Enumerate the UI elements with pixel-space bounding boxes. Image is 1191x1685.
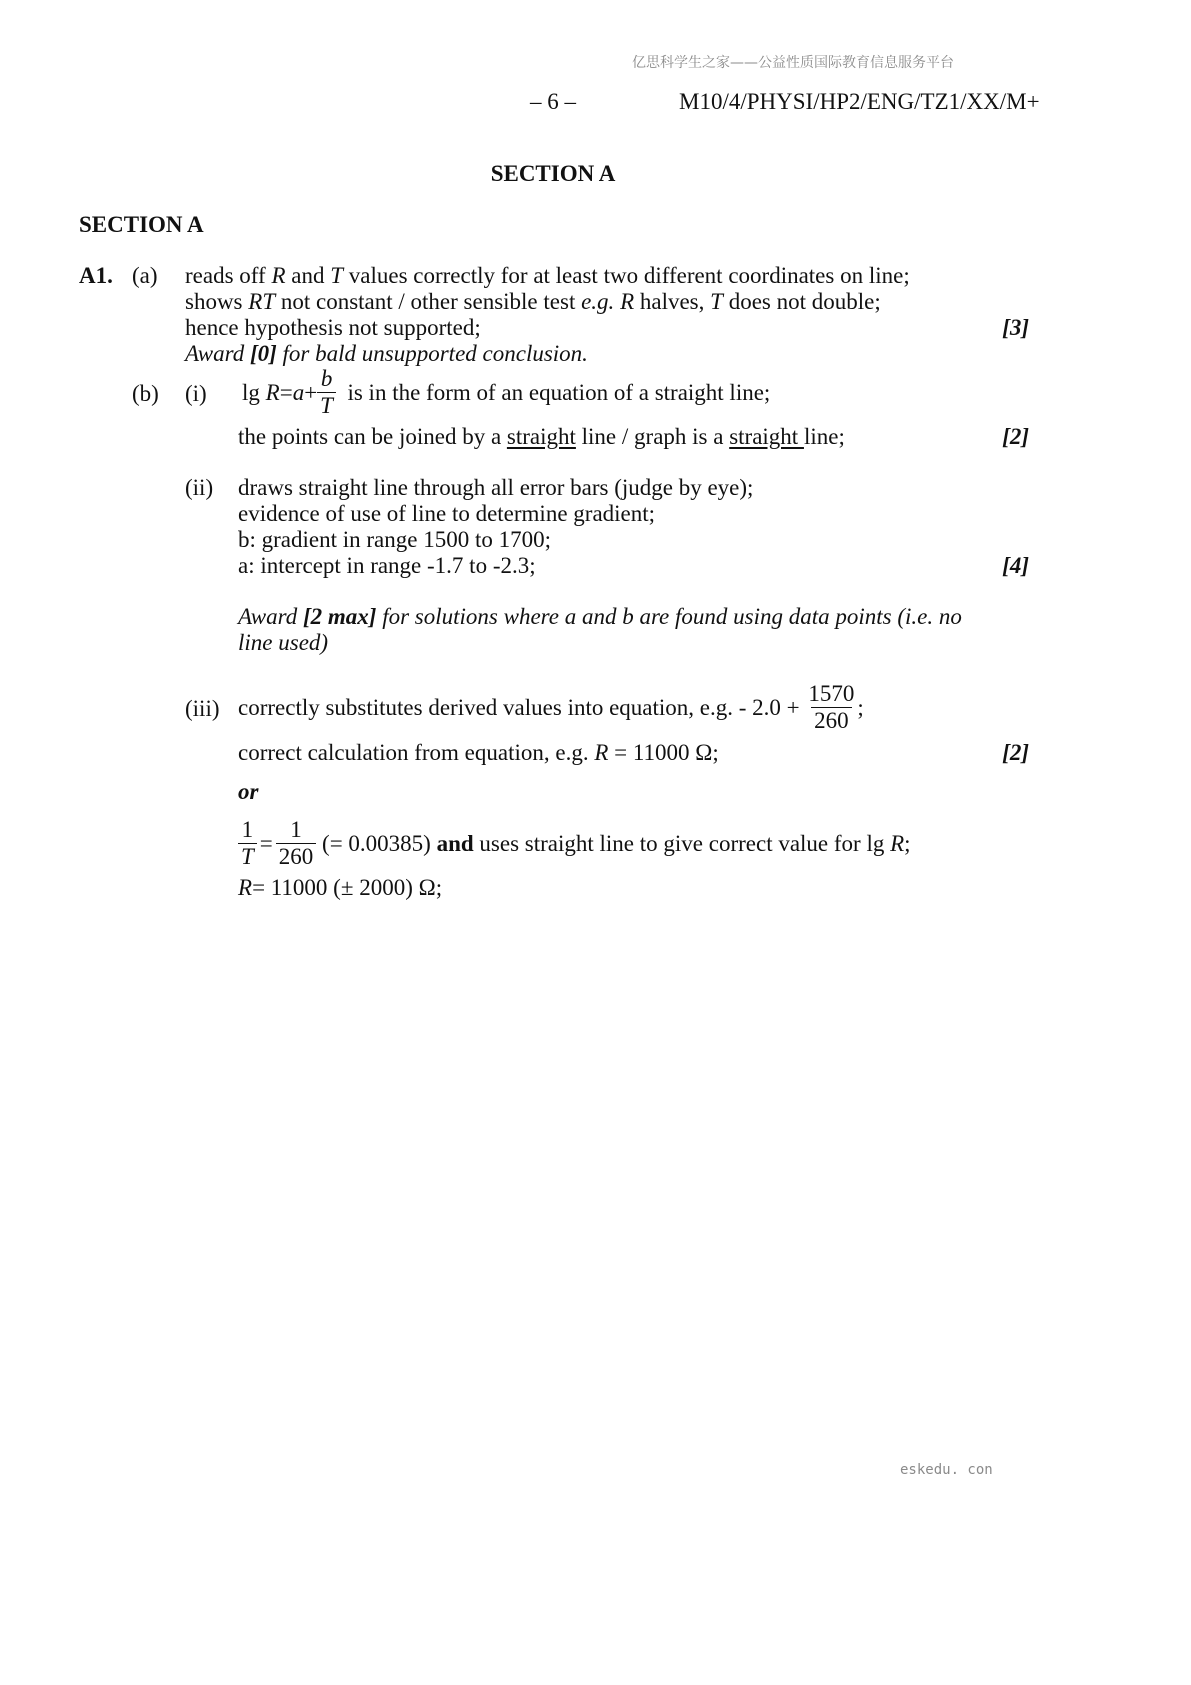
part-b-ii-mark: [4] <box>1002 553 1029 578</box>
watermark-text: 亿思科学生之家——公益性质国际教育信息服务平台 <box>632 55 954 71</box>
part-b-iii-mark: [2] <box>1002 740 1029 765</box>
part-b-label: (b) <box>132 381 159 406</box>
fraction-denominator: 260 <box>276 843 317 870</box>
part-b-ii-line-2: evidence of use of line to determine gradient; <box>238 501 656 526</box>
part-a-award-note: Award [0] for bald unsupported conclusion. <box>185 341 588 366</box>
part-b-i-label: (i) <box>185 381 207 406</box>
part-b-i-line-2: the points can be joined by a straight line / graph is a straight line; <box>238 424 845 449</box>
alternative-method-line-1: $\frac{1}{T}$ = $\frac{1}{260}$ (= 0.00385) and uses straight line to give correct value for lg R ; <box>238 817 911 870</box>
fraction-numerator: 1 <box>241 817 254 842</box>
part-b-ii-line-1: draws straight line through all error bars (judge by eye); <box>238 475 754 500</box>
section-title-center: SECTION A <box>490 161 616 186</box>
question-label: A1. <box>79 263 113 288</box>
part-a-line-3: hence hypothesis not supported; <box>185 315 481 340</box>
part-b-iii-line-1: correctly substitutes derived values into equation, e.g. - 2.0 + $\frac{1570}{260}$ ; <box>238 681 864 733</box>
alternative-method-line-2: R= 11000 (± 2000) Ω; <box>238 875 443 900</box>
part-b-ii-label: (ii) <box>185 475 214 500</box>
part-b-ii-award-note-line-2: line used) <box>238 630 329 655</box>
part-a-line-1: reads off R and T values correctly for at least two different coordinates on line; <box>185 263 910 288</box>
part-b-iii-line-2: correct calculation from equation, e.g. R = 11000 Ω; <box>238 740 719 765</box>
or-separator: or <box>238 779 259 804</box>
part-b-i-mark: [2] <box>1002 424 1029 449</box>
part-b-iii-label: (iii) <box>185 696 220 721</box>
part-b-ii-award-note: Award [2 max] for solutions where a and b are found using data points (i.e. no <box>238 604 962 629</box>
part-a-mark: [3] <box>1002 315 1029 340</box>
fraction-denominator: 260 <box>811 707 852 734</box>
fraction-numerator: b <box>320 366 333 391</box>
part-b-ii-line-3: b: gradient in range 1500 to 1700; <box>238 527 551 552</box>
part-a-label: (a) <box>132 263 158 288</box>
part-a-line-2: shows RT not constant / other sensible test e.g. R halves, T does not double; <box>185 289 881 314</box>
fraction-numerator: 1 <box>290 817 302 842</box>
section-title-left: SECTION A <box>79 212 204 237</box>
part-b-ii-line-4: a: intercept in range -1.7 to -2.3; <box>238 553 536 578</box>
fraction-denominator: T <box>317 392 336 419</box>
page-number: – 6 – <box>530 89 576 114</box>
lg-r-equation: lg R = a + $\frac{b}{T}$ is in the form of an equation of a straight line; <box>242 366 771 418</box>
paper-code: M10/4/PHYSI/HP2/ENG/TZ1/XX/M+ <box>679 89 1040 114</box>
footer-watermark: eskedu. con <box>900 1462 993 1478</box>
fraction-numerator: 1570 <box>808 681 855 706</box>
fraction-denominator: T <box>238 843 257 870</box>
